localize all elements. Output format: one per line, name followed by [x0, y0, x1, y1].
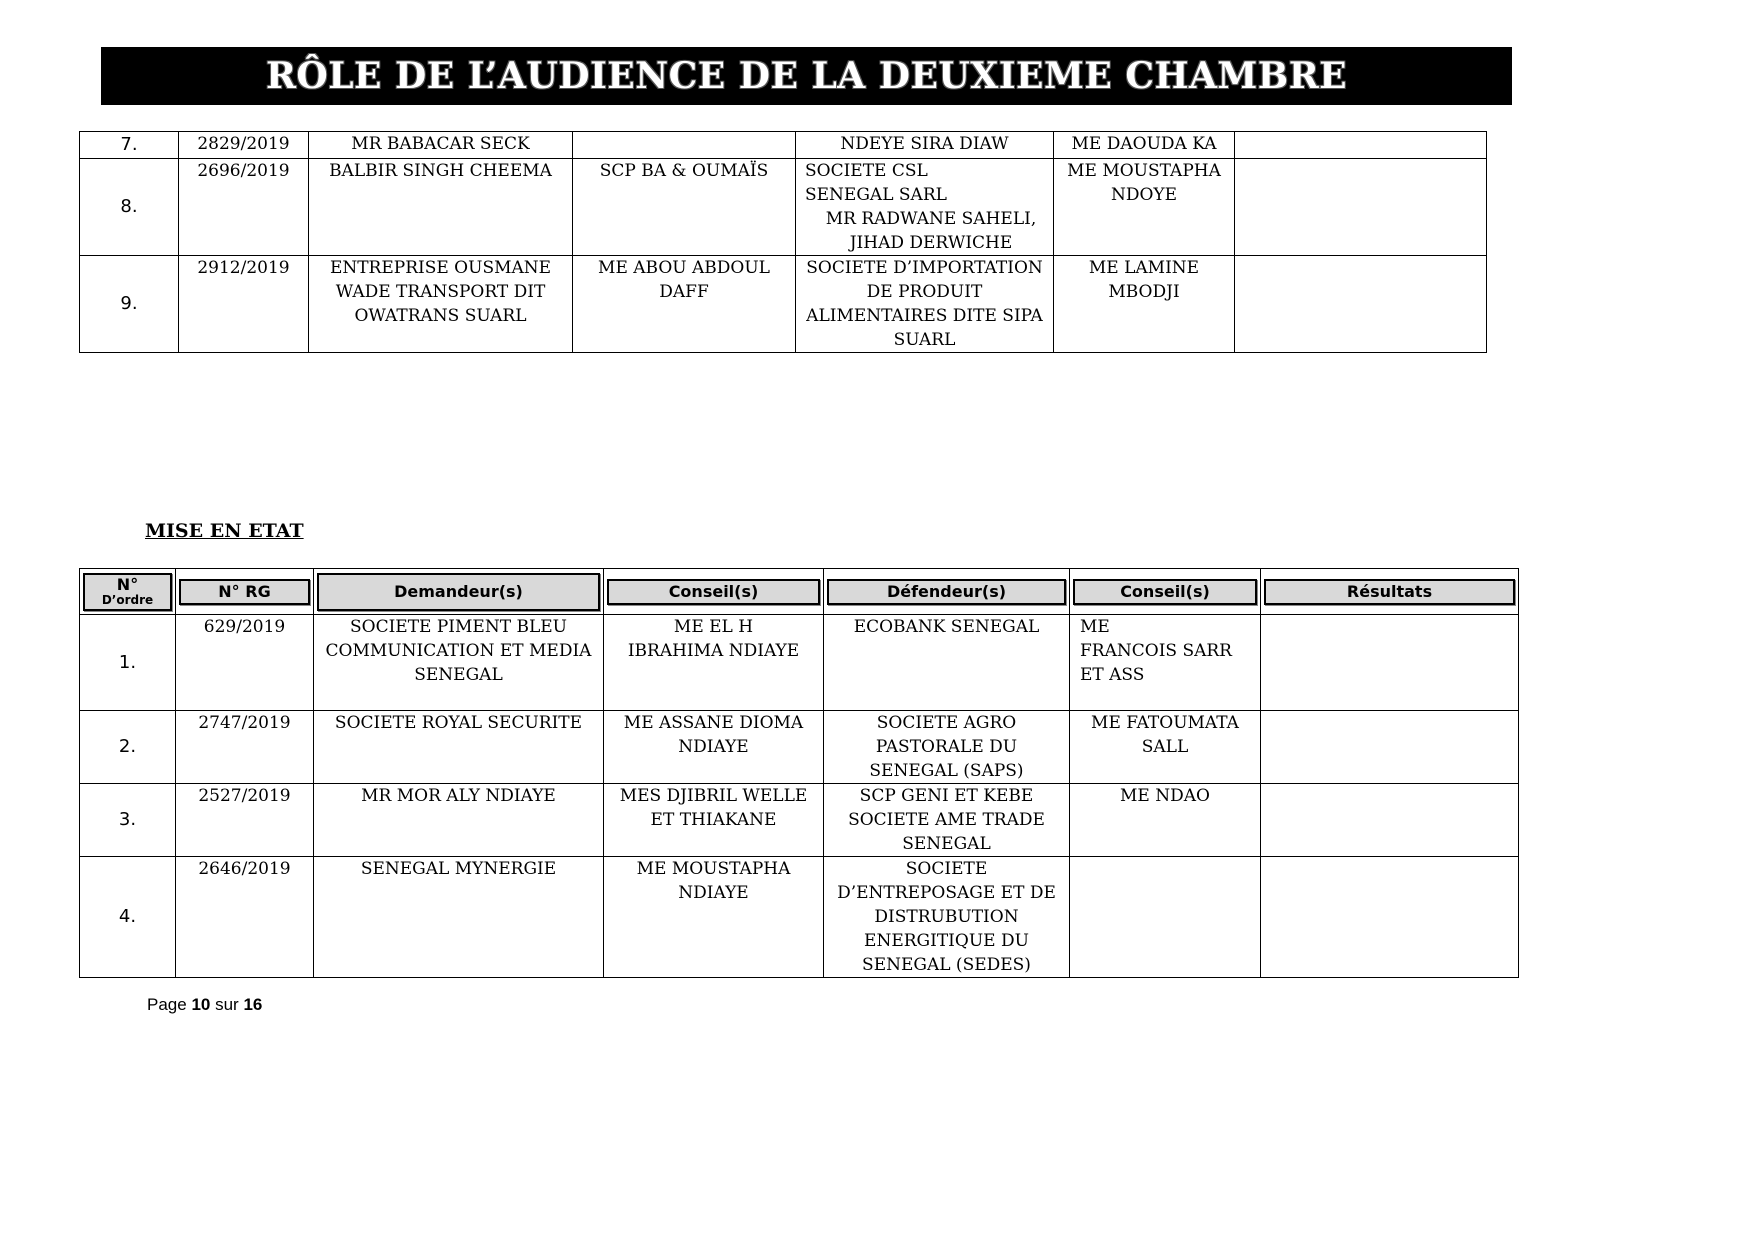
- defendeur-cell: [796, 159, 1054, 256]
- demandeur-cell: MR MOR ALY NDIAYE: [314, 784, 604, 857]
- defendeur-cell: SOCIETE AGRO PASTORALE DU SENEGAL (SAPS): [824, 711, 1070, 784]
- resultats-cell: [1261, 615, 1519, 711]
- conseil-defendeur-cell: ME MOUSTAPHA NDOYE: [1054, 159, 1235, 256]
- header-rg: N° RG: [179, 579, 310, 605]
- row-number: 7.: [80, 132, 179, 159]
- header-defendeur-cell: [824, 569, 1070, 615]
- defendeur-cell: NDEYE SIRA DIAW: [796, 132, 1054, 159]
- defendeur-cell: SOCIETE D’IMPORTATION DE PRODUIT ALIMENTAIRES DITE SIPA SUARL: [796, 256, 1054, 353]
- mise-en-etat-table: [79, 568, 1519, 978]
- rg-number: 2912/2019: [179, 256, 309, 353]
- defendeur-cell: SOCIETE D’ENTREPOSAGE ET DE DISTRUBUTION ENERGITIQUE DU SENEGAL (SEDES): [824, 857, 1070, 978]
- resultats-cell: [1261, 857, 1519, 978]
- header-demandeur-cell: [314, 569, 604, 615]
- resultats-cell: [1235, 132, 1487, 159]
- header-resultats: Résultats: [1264, 579, 1515, 605]
- resultats-cell: [1235, 159, 1487, 256]
- demandeur-cell: SOCIETE ROYAL SECURITE: [314, 711, 604, 784]
- conseil-demandeur-cell: MES DJIBRIL WELLE ET THIAKANE: [604, 784, 824, 857]
- conseil-defendeur-cell: ME LAMINE MBODJI: [1054, 256, 1235, 353]
- row-number: 8.: [80, 159, 179, 256]
- conseil-demandeur-cell: ME ASSANE DIOMA NDIAYE: [604, 711, 824, 784]
- conseil-demandeur-cell: SCP BA & OUMAÏS: [573, 159, 796, 256]
- defendeur-line: SOCIETE CSL SENEGAL SARL: [805, 161, 947, 205]
- demandeur-cell: SOCIETE PIMENT BLEU COMMUNICATION ET MEDIA SENEGAL: [314, 615, 604, 711]
- header-demandeur: Demandeur(s): [317, 573, 600, 611]
- conseil-line: ET ASS: [1080, 665, 1145, 685]
- row-number: 9.: [80, 256, 179, 353]
- conseil-defendeur-cell: ME DAOUDA KA: [1054, 132, 1235, 159]
- demandeur-cell: SENEGAL MYNERGIE: [314, 857, 604, 978]
- rg-number: 2829/2019: [179, 132, 309, 159]
- conseil-defendeur-cell: [1070, 857, 1261, 978]
- header-conseil1-cell: [604, 569, 824, 615]
- defendeur-line: MR RADWANE SAHELI, JIHAD DERWICHE: [825, 209, 1037, 253]
- header-num: [83, 573, 172, 611]
- header-defendeur: Défendeur(s): [827, 579, 1066, 605]
- row-number: 3.: [80, 784, 176, 857]
- table-row: [80, 615, 1519, 711]
- header-num-main: N°: [116, 574, 139, 594]
- resultats-cell: [1261, 711, 1519, 784]
- row-number: 4.: [80, 857, 176, 978]
- section-title: MISE EN ETAT: [145, 520, 304, 542]
- demandeur-cell: ENTREPRISE OUSMANE WADE TRANSPORT DIT OWATRANS SUARL: [309, 256, 573, 353]
- conseil-demandeur-cell: ME ABOU ABDOUL DAFF: [573, 256, 796, 353]
- demandeur-cell: MR BABACAR SECK: [309, 132, 573, 159]
- conseil-demandeur-cell: ME EL H IBRAHIMA NDIAYE: [604, 615, 824, 711]
- conseil-defendeur-cell: ME NDAO: [1070, 784, 1261, 857]
- rg-number: 2527/2019: [176, 784, 314, 857]
- defendeur-cell: SCP GENI ET KEBE SOCIETE AME TRADE SENEGAL: [824, 784, 1070, 857]
- hearing-table-continued: [79, 131, 1487, 353]
- table-row: [80, 784, 1519, 857]
- table-row: [80, 159, 1487, 256]
- page-number: 10: [191, 995, 211, 1014]
- header-conseil: Conseil(s): [1073, 579, 1257, 605]
- page-footer: [147, 995, 262, 1015]
- conseil-defendeur-cell: ME FATOUMATA SALL: [1070, 711, 1261, 784]
- page-title: RÔLE DE L’AUDIENCE DE LA DEUXIEME CHAMBRE: [265, 55, 1348, 97]
- header-num-cell: [80, 569, 176, 615]
- header-rg-cell: [176, 569, 314, 615]
- demandeur-cell: BALBIR SINGH CHEEMA: [309, 159, 573, 256]
- header-conseil2-cell: [1070, 569, 1261, 615]
- header-conseil: Conseil(s): [607, 579, 820, 605]
- conseil-demandeur-cell: [573, 132, 796, 159]
- resultats-cell: [1261, 784, 1519, 857]
- resultats-cell: [1235, 256, 1487, 353]
- conseil-demandeur-cell: ME MOUSTAPHA NDIAYE: [604, 857, 824, 978]
- table-row: [80, 132, 1487, 159]
- header-resultats-cell: [1261, 569, 1519, 615]
- rg-number: 2747/2019: [176, 711, 314, 784]
- rg-number: 2696/2019: [179, 159, 309, 256]
- table-row: [80, 256, 1487, 353]
- table-row: [80, 711, 1519, 784]
- page-total: 16: [243, 995, 263, 1014]
- title-banner: [101, 47, 1512, 105]
- header-num-sub: D’ordre: [101, 592, 154, 607]
- defendeur-cell: ECOBANK SENEGAL: [824, 615, 1070, 711]
- page-sur: sur: [215, 995, 239, 1014]
- row-number: 1.: [80, 615, 176, 711]
- conseil-line: ME: [1080, 617, 1110, 637]
- rg-number: 629/2019: [176, 615, 314, 711]
- rg-number: 2646/2019: [176, 857, 314, 978]
- row-number: 2.: [80, 711, 176, 784]
- header-row: [80, 569, 1519, 615]
- conseil-defendeur-cell: [1070, 615, 1261, 711]
- conseil-line: FRANCOIS SARR: [1080, 641, 1232, 661]
- page-label: Page: [147, 995, 187, 1014]
- table-row: [80, 857, 1519, 978]
